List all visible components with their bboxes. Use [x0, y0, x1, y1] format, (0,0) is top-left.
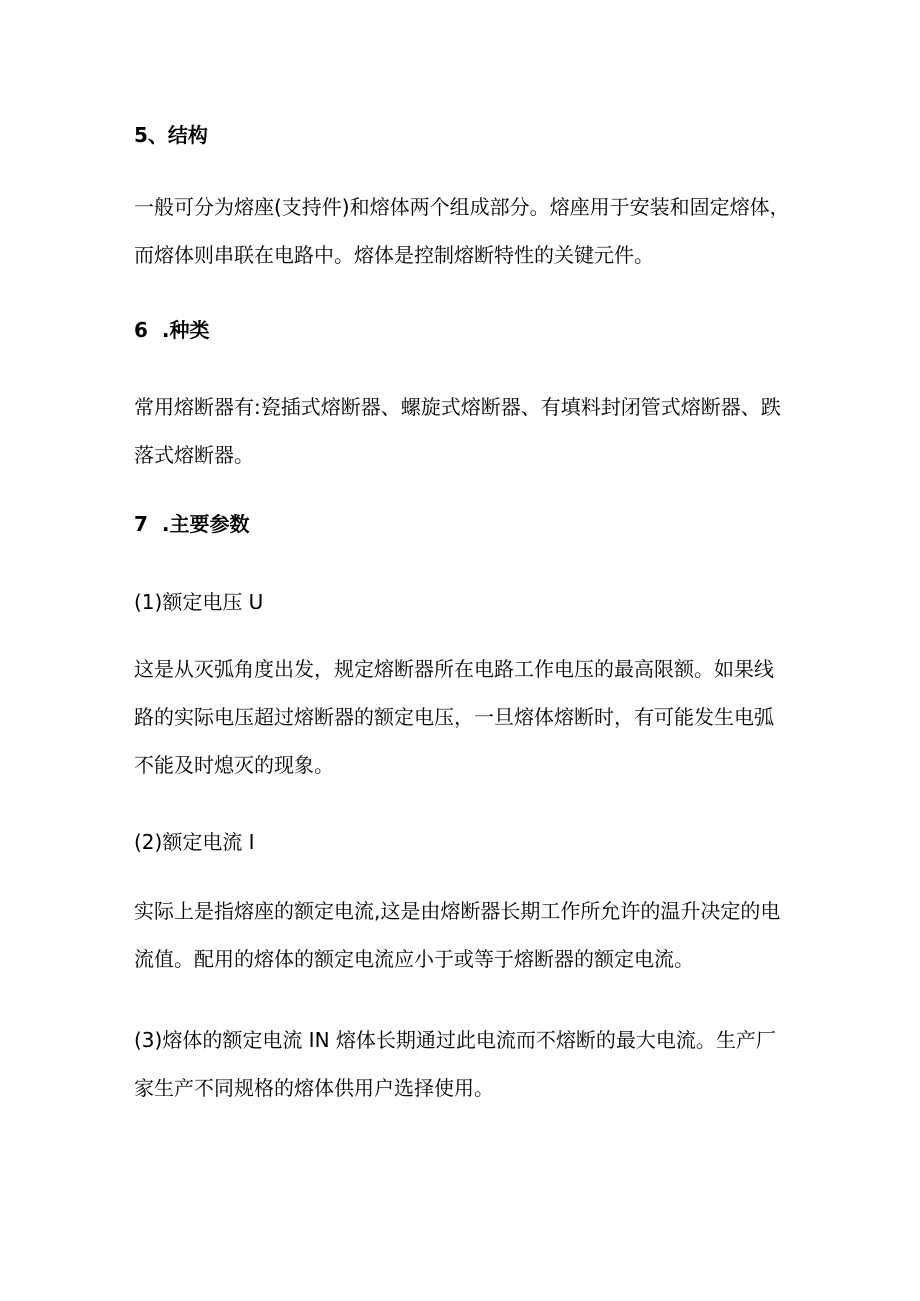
paragraph-structure	[134, 183, 814, 279]
paragraph-line: 不能及时熄灭的现象。	[134, 753, 334, 777]
paragraph-line: 常用熔断器有:瓷插式熔断器、螺旋式熔断器、有填料封闭管式熔断器、跌	[134, 395, 781, 419]
section-heading-types: 6 .种类	[134, 318, 210, 342]
paragraph-rated-current	[134, 887, 814, 983]
paragraph-line: 路的实际电压超过熔断器的额定电压，一旦熔体熔断时，有可能发生电弧	[134, 705, 774, 729]
section-heading-structure: 5、结构	[134, 123, 208, 147]
paragraph-rated-voltage	[134, 645, 814, 789]
paragraph-line: 这是从灭弧角度出发，规定熔断器所在电路工作电压的最高限额。如果线	[134, 657, 774, 681]
paragraph-types	[134, 383, 814, 479]
paragraph-line: (3)熔体的额定电流 IN 熔体长期通过此电流而不熔断的最大电流。生产厂	[134, 1028, 776, 1052]
paragraph-fuse-rated-current	[134, 1016, 814, 1112]
paragraph-line: 落式熔断器。	[134, 443, 254, 467]
paragraph-line: 实际上是指熔座的额定电流,这是由熔断器长期工作所允许的温升决定的电	[134, 899, 781, 923]
paragraph-line: 而熔体则串联在电路中。熔体是控制熔断特性的关键元件。	[134, 243, 654, 267]
paragraph-line: 流值。配用的熔体的额定电流应小于或等于熔断器的额定电流。	[134, 947, 694, 971]
section-heading-main-parameters: 7 .主要参数	[134, 512, 250, 536]
paragraph-line: 家生产不同规格的熔体供用户选择使用。	[134, 1076, 494, 1100]
parameter-title-rated-voltage: (1)额定电压 U	[134, 590, 264, 614]
parameter-title-rated-current: (2)额定电流 I	[134, 830, 255, 854]
paragraph-line: 一般可分为熔座(支持件)和熔体两个组成部分。熔座用于安装和固定熔体，	[134, 195, 790, 219]
